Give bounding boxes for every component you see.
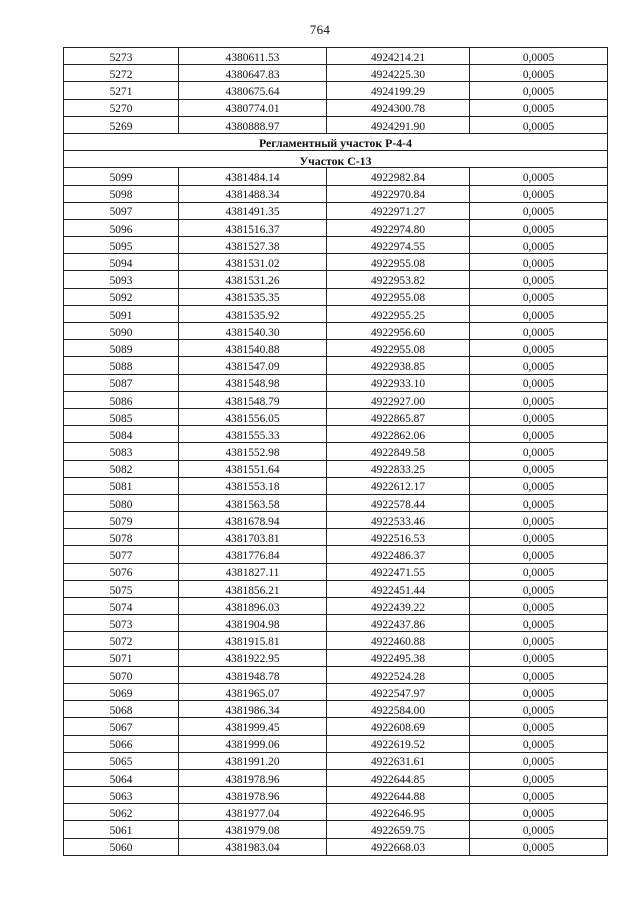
accuracy-cell: 0,0005	[470, 580, 608, 597]
x-coordinate-cell: 4381986.34	[179, 701, 327, 718]
point-number-cell: 5076	[64, 563, 179, 580]
table-row	[64, 821, 608, 838]
table-row	[64, 65, 608, 82]
point-number-cell: 5068	[64, 701, 179, 718]
accuracy-cell: 0,0005	[470, 632, 608, 649]
y-coordinate-cell: 4924300.78	[327, 99, 470, 116]
subsection-title: Участок С-13	[64, 151, 608, 168]
x-coordinate-cell: 4381516.37	[179, 219, 327, 236]
y-coordinate-cell: 4924199.29	[327, 82, 470, 99]
x-coordinate-cell: 4381548.98	[179, 374, 327, 391]
accuracy-cell: 0,0005	[470, 512, 608, 529]
x-coordinate-cell: 4381703.81	[179, 529, 327, 546]
table-row	[64, 288, 608, 305]
y-coordinate-cell: 4922971.27	[327, 202, 470, 219]
x-coordinate-cell: 4381535.92	[179, 305, 327, 322]
y-coordinate-cell: 4922865.87	[327, 408, 470, 425]
point-number-cell: 5077	[64, 546, 179, 563]
table-row	[64, 82, 608, 99]
table-body-top	[64, 48, 608, 134]
table-row	[64, 254, 608, 271]
y-coordinate-cell: 4924291.90	[327, 116, 470, 133]
accuracy-cell: 0,0005	[470, 254, 608, 271]
point-number-cell: 5086	[64, 391, 179, 408]
point-number-cell: 5273	[64, 48, 179, 65]
x-coordinate-cell: 4381948.78	[179, 666, 327, 683]
x-coordinate-cell: 4381915.81	[179, 632, 327, 649]
table-row	[64, 598, 608, 615]
accuracy-cell: 0,0005	[470, 701, 608, 718]
y-coordinate-cell: 4922955.08	[327, 254, 470, 271]
table-row	[64, 305, 608, 322]
x-coordinate-cell: 4381552.98	[179, 443, 327, 460]
table-row	[64, 323, 608, 340]
point-number-cell: 5073	[64, 615, 179, 632]
y-coordinate-cell: 4922833.25	[327, 460, 470, 477]
x-coordinate-cell: 4381904.98	[179, 615, 327, 632]
accuracy-cell: 0,0005	[470, 185, 608, 202]
accuracy-cell: 0,0005	[470, 804, 608, 821]
x-coordinate-cell: 4380647.83	[179, 65, 327, 82]
y-coordinate-cell: 4922849.58	[327, 443, 470, 460]
y-coordinate-cell: 4922955.08	[327, 288, 470, 305]
y-coordinate-cell: 4922974.55	[327, 237, 470, 254]
table-row	[64, 632, 608, 649]
table-row	[64, 477, 608, 494]
point-number-cell: 5064	[64, 769, 179, 786]
section-title: Регламентный участок Р-4-4	[64, 133, 608, 150]
y-coordinate-cell: 4922974.80	[327, 219, 470, 236]
accuracy-cell: 0,0005	[470, 718, 608, 735]
accuracy-cell: 0,0005	[470, 168, 608, 185]
x-coordinate-cell: 4381979.08	[179, 821, 327, 838]
point-number-cell: 5097	[64, 202, 179, 219]
table-row	[64, 116, 608, 133]
y-coordinate-cell: 4922646.95	[327, 804, 470, 821]
y-coordinate-cell: 4922547.97	[327, 683, 470, 700]
point-number-cell: 5084	[64, 426, 179, 443]
point-number-cell: 5093	[64, 271, 179, 288]
x-coordinate-cell: 4381547.09	[179, 357, 327, 374]
y-coordinate-cell: 4922659.75	[327, 821, 470, 838]
table-row	[64, 580, 608, 597]
point-number-cell: 5060	[64, 838, 179, 855]
x-coordinate-cell: 4381563.58	[179, 494, 327, 511]
point-number-cell: 5070	[64, 666, 179, 683]
y-coordinate-cell: 4922451.44	[327, 580, 470, 597]
table-row	[64, 615, 608, 632]
y-coordinate-cell: 4924225.30	[327, 65, 470, 82]
point-number-cell: 5094	[64, 254, 179, 271]
y-coordinate-cell: 4922486.37	[327, 546, 470, 563]
y-coordinate-cell: 4922619.52	[327, 735, 470, 752]
x-coordinate-cell: 4380675.64	[179, 82, 327, 99]
accuracy-cell: 0,0005	[470, 477, 608, 494]
y-coordinate-cell: 4922955.08	[327, 340, 470, 357]
y-coordinate-cell: 4922437.86	[327, 615, 470, 632]
y-coordinate-cell: 4922644.85	[327, 769, 470, 786]
point-number-cell: 5066	[64, 735, 179, 752]
point-number-cell: 5269	[64, 116, 179, 133]
x-coordinate-cell: 4381991.20	[179, 752, 327, 769]
y-coordinate-cell: 4922578.44	[327, 494, 470, 511]
x-coordinate-cell: 4381965.07	[179, 683, 327, 700]
y-coordinate-cell: 4922862.06	[327, 426, 470, 443]
y-coordinate-cell: 4922631.61	[327, 752, 470, 769]
table-row	[64, 185, 608, 202]
x-coordinate-cell: 4381540.88	[179, 340, 327, 357]
accuracy-cell: 0,0005	[470, 838, 608, 855]
page-number: 764	[309, 22, 331, 37]
x-coordinate-cell: 4381555.33	[179, 426, 327, 443]
y-coordinate-cell: 4922982.84	[327, 168, 470, 185]
y-coordinate-cell: 4922668.03	[327, 838, 470, 855]
y-coordinate-cell: 4922956.60	[327, 323, 470, 340]
y-coordinate-cell: 4922584.00	[327, 701, 470, 718]
x-coordinate-cell: 4381535.35	[179, 288, 327, 305]
table-row	[64, 804, 608, 821]
point-number-cell: 5270	[64, 99, 179, 116]
x-coordinate-cell: 4381553.18	[179, 477, 327, 494]
point-number-cell: 5098	[64, 185, 179, 202]
table-row	[64, 271, 608, 288]
accuracy-cell: 0,0005	[470, 683, 608, 700]
accuracy-cell: 0,0005	[470, 116, 608, 133]
accuracy-cell: 0,0005	[470, 237, 608, 254]
accuracy-cell: 0,0005	[470, 615, 608, 632]
y-coordinate-cell: 4922439.22	[327, 598, 470, 615]
x-coordinate-cell: 4381548.79	[179, 391, 327, 408]
table-row	[64, 391, 608, 408]
point-number-cell: 5091	[64, 305, 179, 322]
point-number-cell: 5071	[64, 649, 179, 666]
table-body-bottom	[64, 168, 608, 856]
accuracy-cell: 0,0005	[470, 65, 608, 82]
point-number-cell: 5074	[64, 598, 179, 615]
point-number-cell: 5081	[64, 477, 179, 494]
accuracy-cell: 0,0005	[470, 769, 608, 786]
x-coordinate-cell: 4381856.21	[179, 580, 327, 597]
x-coordinate-cell: 4381531.02	[179, 254, 327, 271]
x-coordinate-cell: 4381999.45	[179, 718, 327, 735]
table-row	[64, 666, 608, 683]
accuracy-cell: 0,0005	[470, 374, 608, 391]
table-row	[64, 512, 608, 529]
table-row	[64, 202, 608, 219]
y-coordinate-cell: 4922938.85	[327, 357, 470, 374]
accuracy-cell: 0,0005	[470, 288, 608, 305]
accuracy-cell: 0,0005	[470, 323, 608, 340]
x-coordinate-cell: 4381922.95	[179, 649, 327, 666]
point-number-cell: 5061	[64, 821, 179, 838]
point-number-cell: 5083	[64, 443, 179, 460]
table-row	[64, 426, 608, 443]
table-row	[64, 718, 608, 735]
accuracy-cell: 0,0005	[470, 391, 608, 408]
point-number-cell: 5079	[64, 512, 179, 529]
y-coordinate-cell: 4922495.38	[327, 649, 470, 666]
accuracy-cell: 0,0005	[470, 752, 608, 769]
y-coordinate-cell: 4922644.88	[327, 787, 470, 804]
x-coordinate-cell: 4381983.04	[179, 838, 327, 855]
point-number-cell: 5089	[64, 340, 179, 357]
accuracy-cell: 0,0005	[470, 426, 608, 443]
table-row	[64, 357, 608, 374]
accuracy-cell: 0,0005	[470, 460, 608, 477]
x-coordinate-cell: 4381551.64	[179, 460, 327, 477]
point-number-cell: 5067	[64, 718, 179, 735]
table-row	[64, 340, 608, 357]
point-number-cell: 5078	[64, 529, 179, 546]
y-coordinate-cell: 4922933.10	[327, 374, 470, 391]
accuracy-cell: 0,0005	[470, 563, 608, 580]
table-row	[64, 649, 608, 666]
x-coordinate-cell: 4381488.34	[179, 185, 327, 202]
point-number-cell: 5072	[64, 632, 179, 649]
section-header	[64, 133, 608, 167]
table-row	[64, 752, 608, 769]
x-coordinate-cell: 4381556.05	[179, 408, 327, 425]
x-coordinate-cell: 4381977.04	[179, 804, 327, 821]
table-row	[64, 219, 608, 236]
accuracy-cell: 0,0005	[470, 821, 608, 838]
table-row	[64, 787, 608, 804]
accuracy-cell: 0,0005	[470, 48, 608, 65]
accuracy-cell: 0,0005	[470, 305, 608, 322]
x-coordinate-cell: 4380888.97	[179, 116, 327, 133]
table-row	[64, 99, 608, 116]
table-row	[64, 769, 608, 786]
point-number-cell: 5075	[64, 580, 179, 597]
y-coordinate-cell: 4922471.55	[327, 563, 470, 580]
point-number-cell: 5082	[64, 460, 179, 477]
table-row	[64, 460, 608, 477]
point-number-cell: 5062	[64, 804, 179, 821]
y-coordinate-cell: 4922953.82	[327, 271, 470, 288]
table-row	[64, 48, 608, 65]
point-number-cell: 5092	[64, 288, 179, 305]
table-row	[64, 494, 608, 511]
point-number-cell: 5080	[64, 494, 179, 511]
x-coordinate-cell: 4381776.84	[179, 546, 327, 563]
x-coordinate-cell: 4381527.38	[179, 237, 327, 254]
x-coordinate-cell: 4381999.06	[179, 735, 327, 752]
x-coordinate-cell: 4380774.01	[179, 99, 327, 116]
table-row	[64, 838, 608, 855]
section-title-row	[64, 133, 608, 150]
y-coordinate-cell: 4922927.00	[327, 391, 470, 408]
accuracy-cell: 0,0005	[470, 408, 608, 425]
accuracy-cell: 0,0005	[470, 666, 608, 683]
y-coordinate-cell: 4922460.88	[327, 632, 470, 649]
accuracy-cell: 0,0005	[470, 443, 608, 460]
table-row	[64, 546, 608, 563]
point-number-cell: 5090	[64, 323, 179, 340]
x-coordinate-cell: 4381896.03	[179, 598, 327, 615]
point-number-cell: 5096	[64, 219, 179, 236]
table-row	[64, 735, 608, 752]
y-coordinate-cell: 4922533.46	[327, 512, 470, 529]
table-row	[64, 683, 608, 700]
y-coordinate-cell: 4922612.17	[327, 477, 470, 494]
table-row	[64, 168, 608, 185]
table-row	[64, 374, 608, 391]
point-number-cell: 5063	[64, 787, 179, 804]
subsection-title-row	[64, 151, 608, 168]
coordinates-table	[63, 47, 608, 856]
y-coordinate-cell: 4922524.28	[327, 666, 470, 683]
accuracy-cell: 0,0005	[470, 494, 608, 511]
accuracy-cell: 0,0005	[470, 219, 608, 236]
accuracy-cell: 0,0005	[470, 546, 608, 563]
accuracy-cell: 0,0005	[470, 787, 608, 804]
x-coordinate-cell: 4381978.96	[179, 769, 327, 786]
y-coordinate-cell: 4922516.53	[327, 529, 470, 546]
accuracy-cell: 0,0005	[470, 735, 608, 752]
accuracy-cell: 0,0005	[470, 598, 608, 615]
x-coordinate-cell: 4380611.53	[179, 48, 327, 65]
accuracy-cell: 0,0005	[470, 82, 608, 99]
accuracy-cell: 0,0005	[470, 202, 608, 219]
x-coordinate-cell: 4381491.35	[179, 202, 327, 219]
y-coordinate-cell: 4922970.84	[327, 185, 470, 202]
x-coordinate-cell: 4381827.11	[179, 563, 327, 580]
y-coordinate-cell: 4924214.21	[327, 48, 470, 65]
accuracy-cell: 0,0005	[470, 271, 608, 288]
accuracy-cell: 0,0005	[470, 99, 608, 116]
x-coordinate-cell: 4381484.14	[179, 168, 327, 185]
x-coordinate-cell: 4381678.94	[179, 512, 327, 529]
table-row	[64, 529, 608, 546]
accuracy-cell: 0,0005	[470, 649, 608, 666]
accuracy-cell: 0,0005	[470, 529, 608, 546]
x-coordinate-cell: 4381540.30	[179, 323, 327, 340]
point-number-cell: 5085	[64, 408, 179, 425]
accuracy-cell: 0,0005	[470, 357, 608, 374]
accuracy-cell: 0,0005	[470, 340, 608, 357]
x-coordinate-cell: 4381978.96	[179, 787, 327, 804]
point-number-cell: 5099	[64, 168, 179, 185]
point-number-cell: 5088	[64, 357, 179, 374]
table-row	[64, 408, 608, 425]
table-row	[64, 443, 608, 460]
x-coordinate-cell: 4381531.26	[179, 271, 327, 288]
point-number-cell: 5087	[64, 374, 179, 391]
y-coordinate-cell: 4922608.69	[327, 718, 470, 735]
point-number-cell: 5069	[64, 683, 179, 700]
table-row	[64, 563, 608, 580]
table-row	[64, 237, 608, 254]
point-number-cell: 5065	[64, 752, 179, 769]
point-number-cell: 5272	[64, 65, 179, 82]
y-coordinate-cell: 4922955.25	[327, 305, 470, 322]
table-row	[64, 701, 608, 718]
point-number-cell: 5095	[64, 237, 179, 254]
point-number-cell: 5271	[64, 82, 179, 99]
